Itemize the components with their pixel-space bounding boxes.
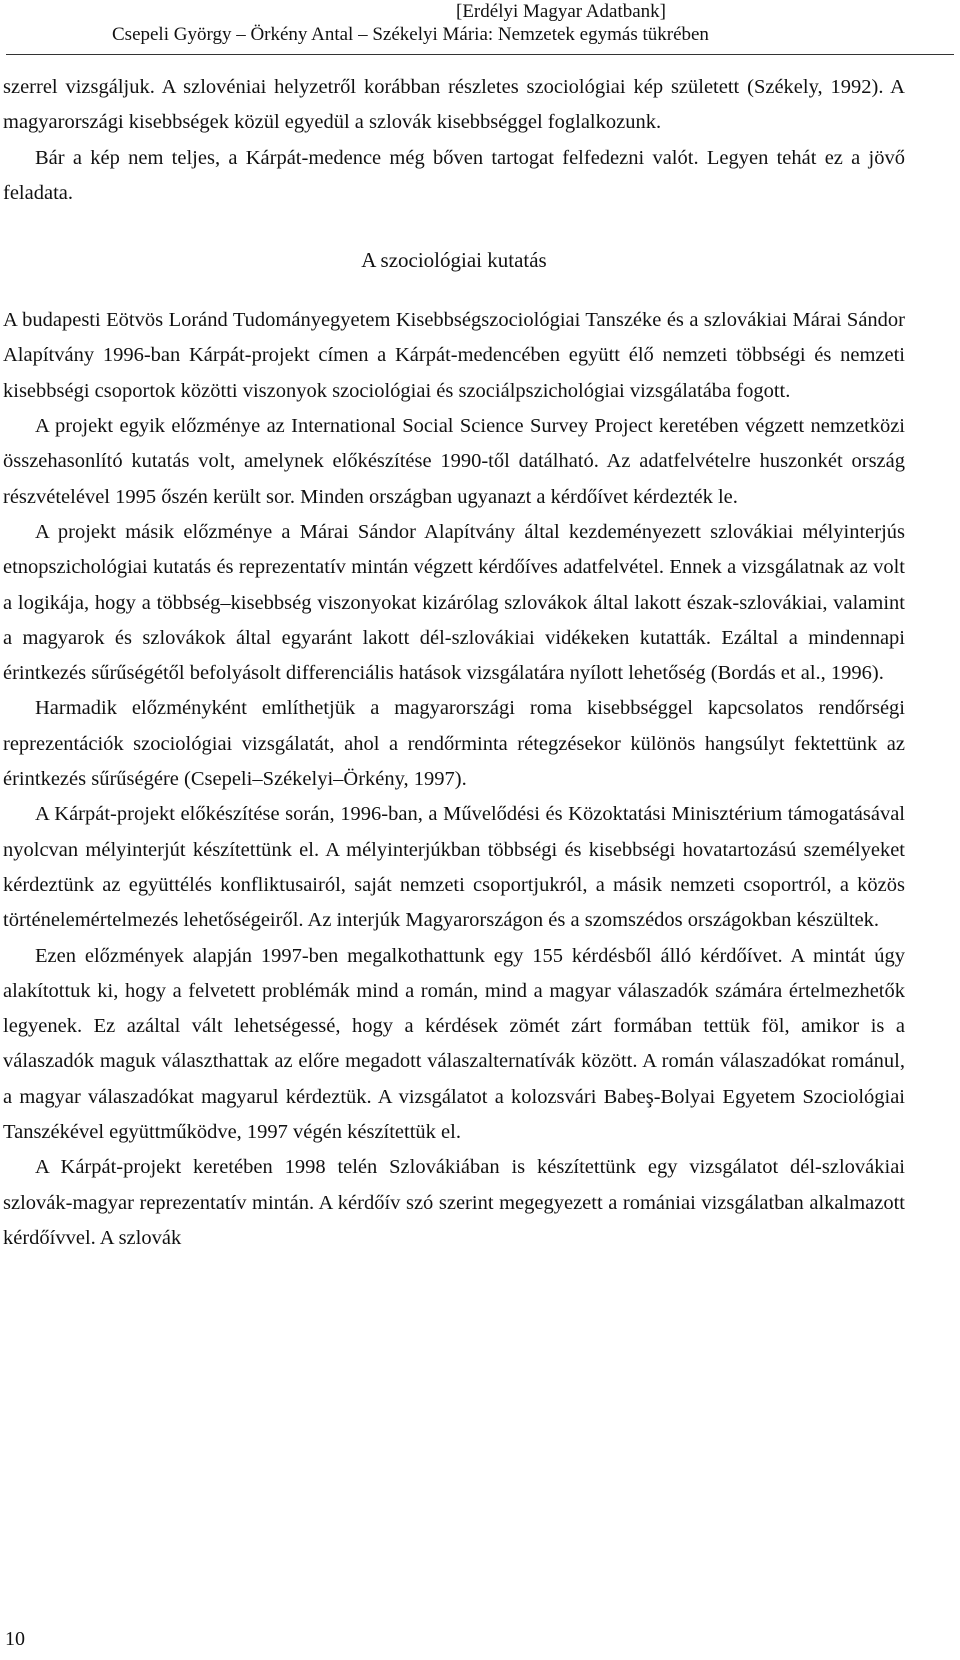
intro-paragraph-1: szerrel vizsgáljuk. A szlovéniai helyzetről korábban részletes szociológiai kép született (Székely, 1992). A magyarországi kisebbségek közül egyedül a szlovák kisebbséggel foglalkozunk. [3, 76, 905, 134]
body-paragraph-2: A projekt egyik előzménye az International Social Science Survey Project keretében végzett nemzetközi összehasonlító kutatás volt, amelynek előkészítése 1990-től datálható. Az adatfelvételre huszonkét ország részvételével 1995 őszén került sor. Minden országban ugyanazt a kérdőívet kérdezték le. [3, 415, 905, 508]
body-paragraph-5: A Kárpát-projekt előkészítése során, 1996-ban, a Művelődési és Közoktatási Minisztérium támogatásával nyolcvan mélyinterjút készítettünk el. A mélyinterjúkban többségi és kisebbségi hovatartozású személyeket kérdeztünk az együttélés konfliktusairól, saját nemzeti csoportjukról, a másik nemzeti csoportról, a közös történelemértelmezés lehetőségeiről. Az interjúk Magyarországon és a szomszédos országokban készültek. [3, 803, 905, 932]
header-citation: Csepeli György – Örkény Antal – Székelyi Mária: Nemzetek egymás tükrében [112, 24, 709, 45]
body-paragraph-7: A Kárpát-projekt keretében 1998 telén Szlovákiában is készítettünk egy vizsgálatot dél-szlovákiai szlovák-magyar reprezentatív mintán. A kérdőív szó szerint megegyezett a romániai vizsgálatban alkalmazott kérdőívvel. A szlovák [3, 1156, 905, 1249]
page-number: 10 [5, 1628, 25, 1650]
section-heading: A szociológiai kutatás [361, 248, 547, 273]
body-paragraph-4: Harmadik előzményként említhetjük a magyarországi roma kisebbséggel kapcsolatos rendőrségi reprezentációk szociológiai vizsgálatát, ahol a rendőrminta rétegzésekor különös hangsúlyt fektettünk az érintkezés sűrűségére (Csepeli–Székelyi–Örkény, 1997). [3, 697, 905, 791]
page-body [3, 70, 905, 1256]
body-paragraph-1: A budapesti Eötvös Loránd Tudományegyetem Kisebbségszociológiai Tanszéke és a szlovákiai Márai Sándor Alapítvány 1996-ban Kárpát-projekt címen a Kárpát-medencében együtt élő nemzeti többségi és nemzeti kisebbségi csoportok közötti viszonyok szociológiai és szociálpszichológiai vizsgálatába fogott. [3, 309, 905, 402]
header-divider [6, 54, 954, 55]
body-paragraph-3: A projekt másik előzménye a Márai Sándor Alapítvány által kezdeményezett szlovákiai mélyinterjús etnopszichológiai kutatás és reprezentatív mintán végzett kérdőíves adatfelvétel. Ennek a vizsgálatnak az volt a logikája, hogy a többség–kisebbség viszonyokat kizárólag szlovákok által lakott észak-szlovákiai, valamint a magyarok és szlovákok által egyaránt lakott dél-szlovákiai vidékeken kutatták. Ezáltal a mindennapi érintkezés sűrűségétől befolyásolt differenciális hatások vizsgálatára nyílott lehetőség (Bordás et al., 1996). [3, 520, 905, 685]
body-paragraph-6: Ezen előzmények alapján 1997-ben megalkothattunk egy 155 kérdésből álló kérdőívet. A mintát úgy alakítottuk ki, hogy a felvetett problémák mind a román, mind a magyar válaszadók számára értelmezhetők legyenek. Ez azáltal vált lehetségessé, hogy a kérdések zömét zárt formában tettük föl, amikor is a válaszadók maguk választhattak az előre megadott válaszalternatívák között. A román válaszadókat románul, a magyar válaszadókat magyarul kérdeztük. A vizsgálatot a kolozsvári Babeş-Bolyai Egyetem Szociológiai Tanszékével együttműködve, 1997 végén készítettük el. [3, 944, 905, 1144]
page-header [0, 0, 960, 56]
header-source: [Erdélyi Magyar Adatbank] [456, 1, 666, 22]
intro-paragraph-2: Bár a kép nem teljes, a Kárpát-medence még bőven tartogat felfedezni valót. Legyen tehát ez a jövő feladata. [3, 146, 905, 204]
